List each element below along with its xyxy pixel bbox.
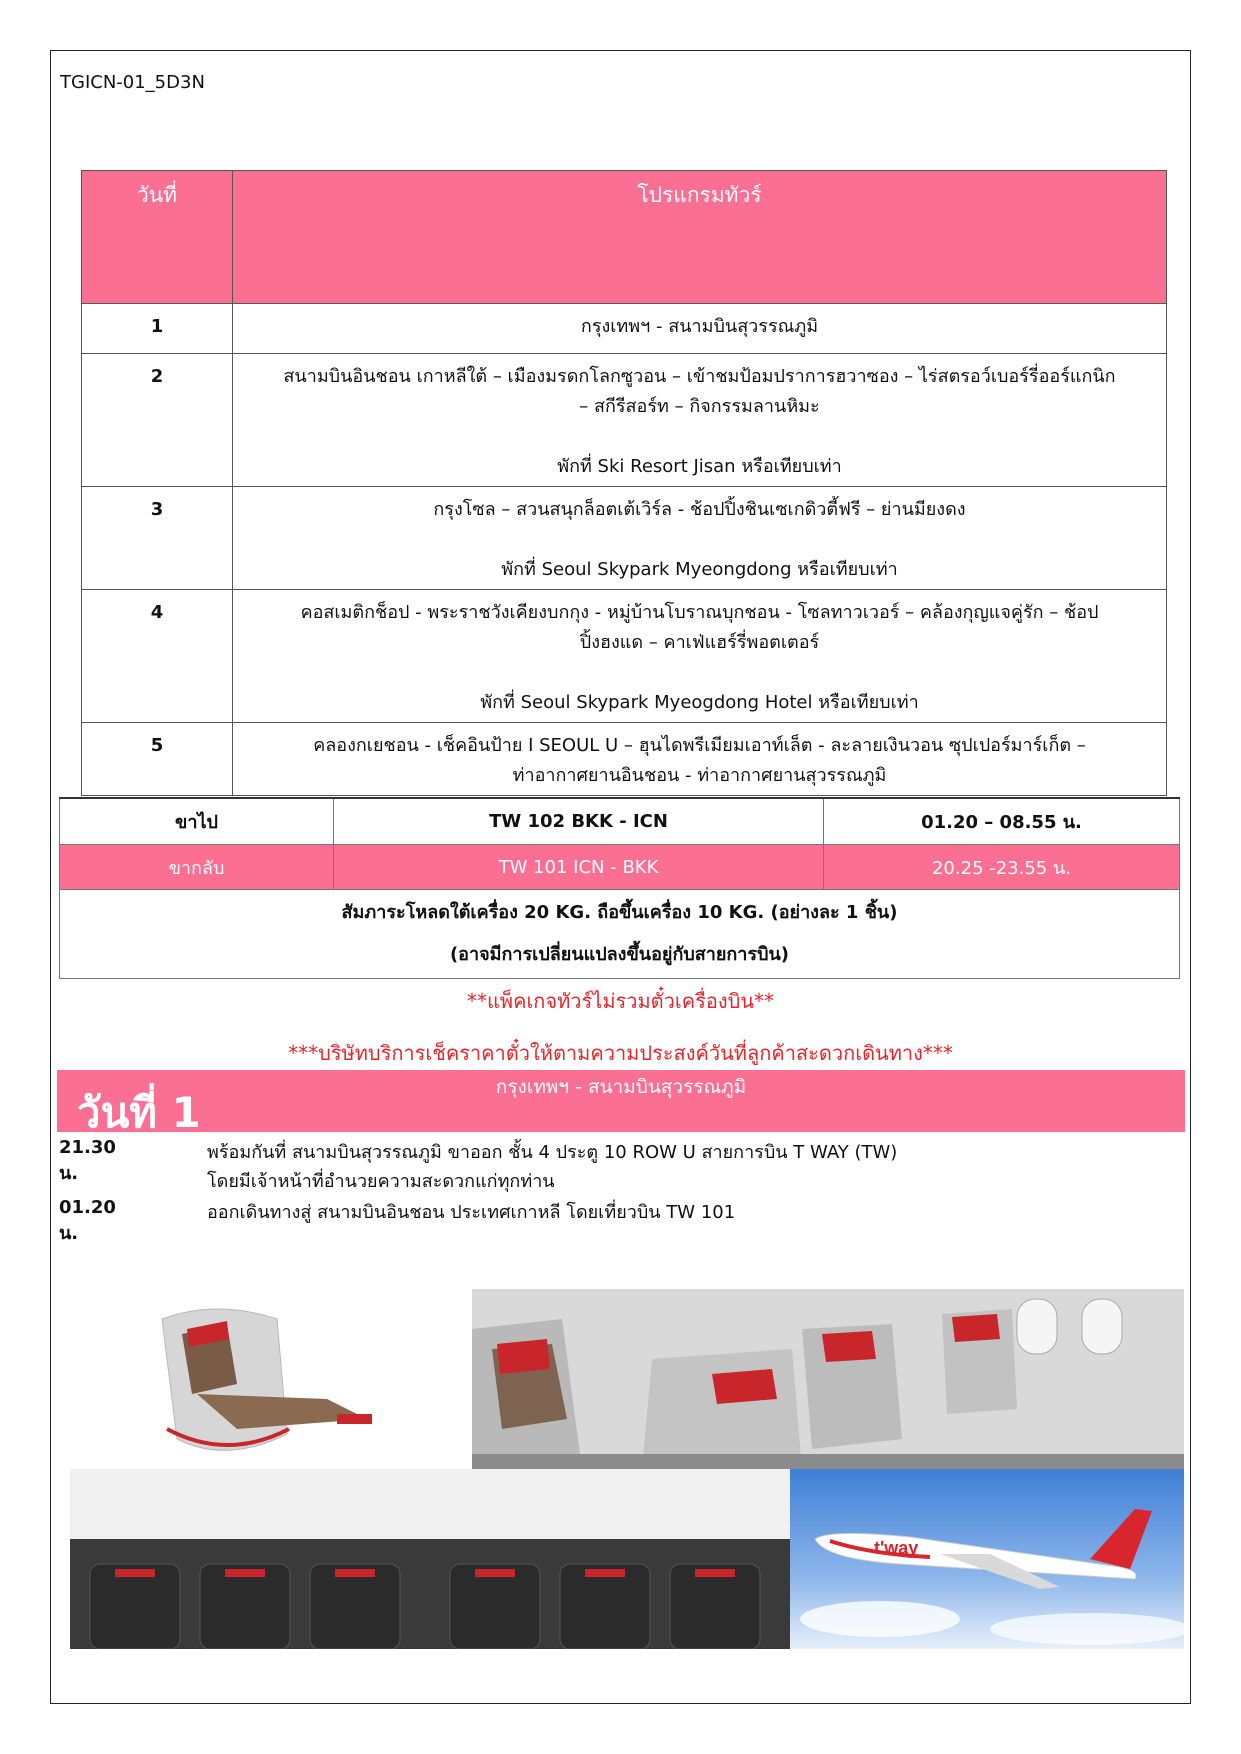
program-row (82, 590, 1167, 723)
program-row (82, 304, 1167, 354)
header-program: โปรแกรมทัวร์ (233, 171, 1167, 304)
outbound-label: ขาไป (60, 798, 334, 845)
day1-title: กรุงเทพฯ - สนามบินสุวรรณภูมิ (495, 1076, 747, 1098)
description-line: กรุงเทพฯ - สนามบินสุวรรณภูมิ (580, 316, 819, 337)
description-line: คลองกเยชอน - เช็คอินป้าย I SEOUL U – ฮุนไดพรีเมียมเอาท์เล็ต - ละลายเงินวอน ซุปเปอร์มาร์เก็ต – (313, 735, 1086, 756)
day1-label: วันที่ 1 (77, 1088, 201, 1137)
day1-banner (57, 1070, 1185, 1137)
return-row (60, 845, 1180, 890)
day-number: 1 (82, 304, 233, 354)
program-row (82, 487, 1167, 590)
economy-illustration (70, 1469, 790, 1649)
schedule-text: ออกเดินทางสู่ สนามบินอินชอน ประเทศเกาหลี โดยเที่ยวบิน TW 101 (207, 1202, 736, 1223)
baggage-cell (60, 890, 1180, 979)
return-flight: TW 101 ICN - BKK (334, 845, 824, 890)
hotel-line: พักที่ Seoul Skypark Myeogdong Hotel หรือเทียบเท่า (480, 692, 919, 713)
baggage-allowance: สัมภาระโหลดใต้เครื่อง 20 KG. ถือขึ้นเครื่อง 10 KG. (อย่างละ 1 ชิ้น) (341, 902, 898, 923)
brand-logo: t'way (874, 1538, 919, 1558)
day-description (233, 304, 1167, 354)
flight-table (59, 797, 1180, 979)
day-description (233, 487, 1167, 590)
ticket-service-note: ***บริษัทบริการเช็คราคาตั๋วให้ตามความประสงค์วันที่ลูกค้าสะดวกเดินทาง*** (288, 1041, 953, 1065)
airplane-illustration (790, 1469, 1184, 1649)
outbound-time: 01.20 – 08.55 น. (824, 798, 1180, 845)
no-ticket-note: **แพ็คเกจทัวร์ไม่รวมตั๋วเครื่องบิน** (467, 989, 774, 1013)
schedule-text: พร้อมกันที่ สนามบินสุวรรณภูมิ ขาออก ชั้น 4 ประตู 10 ROW U สายการบิน T WAY (TW) (207, 1142, 898, 1163)
return-time: 20.25 -23.55 น. (824, 845, 1180, 890)
baggage-row (60, 890, 1180, 979)
day-description (233, 354, 1167, 487)
cabin-illustration (472, 1289, 1184, 1469)
hotel-line: พักที่ Seoul Skypark Myeongdong หรือเทียบเท่า (501, 559, 898, 580)
baggage-note: (อาจมีการเปลี่ยนแปลงขึ้นอยู่กับสายการบิน) (449, 944, 790, 965)
business-cabin-photo (472, 1289, 1184, 1469)
description-line: – สกีรีสอร์ท – กิจกรรมลานหิมะ (579, 396, 820, 417)
schedule-time: 01.20 น. (59, 1197, 116, 1244)
header-day: วันที่ (82, 171, 233, 304)
economy-cabin-photo (70, 1469, 790, 1649)
business-seat-photo (67, 1289, 472, 1469)
day-number: 5 (82, 723, 233, 796)
day-description (233, 723, 1167, 796)
day-number: 2 (82, 354, 233, 487)
day-number: 3 (82, 487, 233, 590)
program-table (81, 170, 1167, 796)
outbound-flight: TW 102 BKK - ICN (334, 798, 824, 845)
description-line: ท่าอากาศยานอินชอน - ท่าอากาศยานสุวรรณภูมิ (512, 765, 887, 786)
seat-illustration (67, 1289, 472, 1469)
program-header-row (82, 171, 1167, 304)
description-line: ปิ้งฮงแด – คาเฟ่แฮร์รี่พอตเตอร์ (579, 632, 820, 653)
day-number: 4 (82, 590, 233, 723)
outbound-row (60, 798, 1180, 845)
airplane-photo (790, 1469, 1184, 1649)
day-description (233, 590, 1167, 723)
description-line: คอสเมติกช็อป - พระราชวังเคียงบกกุง - หมู่บ้านโบราณบุกชอน - โซลทาวเวอร์ – คล้องกุญแจคู่รัก – ช้อป (300, 602, 1099, 623)
hotel-line: พักที่ Ski Resort Jisan หรือเทียบเท่า (557, 456, 842, 477)
description-line: สนามบินอินชอน เกาหลีใต้ – เมืองมรดกโลกซูวอน – เข้าชมป้อมปราการฮวาซอง – ไร่สตรอว์เบอร์รี่ออร์แกนิก (283, 366, 1116, 387)
return-label: ขากลับ (60, 845, 334, 890)
description-line: กรุงโซล – สวนสนุกล็อตเต้เวิร์ล - ช้อปปิ้งชินเซเกดิวตี้ฟรี – ย่านมียงดง (433, 499, 966, 520)
schedule-time: 21.30 น. (59, 1137, 116, 1184)
tour-code: TGICN-01_5D3N (60, 72, 205, 93)
program-row (82, 354, 1167, 487)
program-row (82, 723, 1167, 796)
schedule-text: โดยมีเจ้าหน้าที่อำนวยความสะดวกแก่ทุกท่าน (207, 1171, 555, 1192)
